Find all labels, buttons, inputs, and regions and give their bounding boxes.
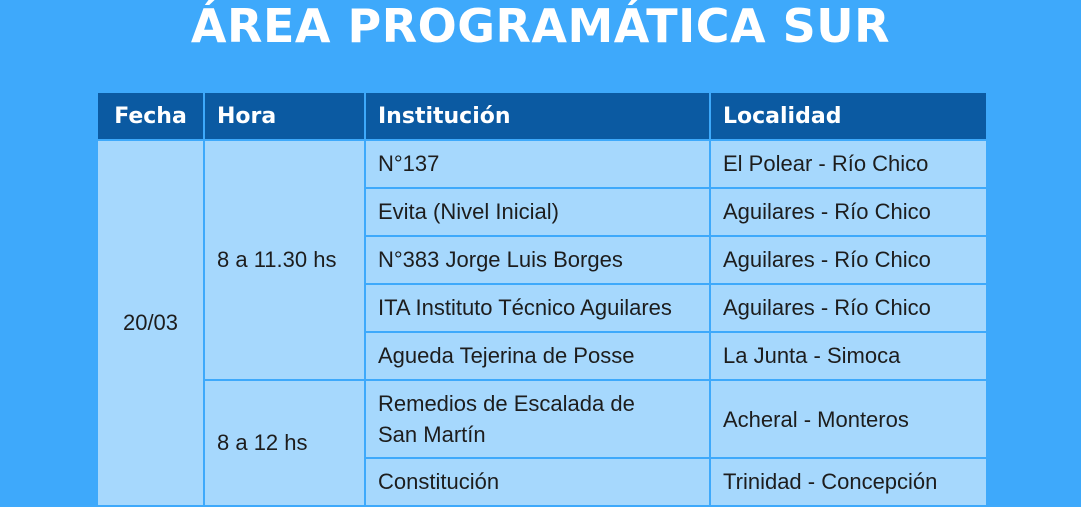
table-header <box>97 92 987 140</box>
institucion-text: Remedios de Escalada de San Martín <box>378 391 635 447</box>
localidad-cell: Aguilares - Río Chico <box>710 284 987 332</box>
page-title: ÁREA PROGRAMÁTICA SUR <box>190 0 891 53</box>
localidad-cell: Acheral - Monteros <box>710 380 987 458</box>
institucion-cell: ITA Instituto Técnico Aguilares <box>365 284 710 332</box>
table-row <box>97 140 987 188</box>
localidad-cell: Aguilares - Río Chico <box>710 188 987 236</box>
institucion-cell: N°383 Jorge Luis Borges <box>365 236 710 284</box>
fecha-cell: 20/03 <box>97 140 204 506</box>
institucion-cell: Constitución <box>365 458 710 506</box>
hora-cell: 8 a 11.30 hs <box>204 140 365 380</box>
localidad-cell: Aguilares - Río Chico <box>710 236 987 284</box>
institucion-cell: Agueda Tejerina de Posse <box>365 332 710 380</box>
institucion-cell: N°137 <box>365 140 710 188</box>
localidad-cell: La Junta - Simoca <box>710 332 987 380</box>
column-header-institucion: Institución <box>365 92 710 140</box>
institucion-cell: Evita (Nivel Inicial) <box>365 188 710 236</box>
column-header-fecha: Fecha <box>97 92 204 140</box>
column-header-hora: Hora <box>204 92 365 140</box>
localidad-cell: El Polear - Río Chico <box>710 140 987 188</box>
table-body <box>97 140 987 506</box>
table-row <box>97 380 987 458</box>
header-row <box>97 92 987 140</box>
hora-cell: 8 a 12 hs <box>204 380 365 506</box>
institucion-cell <box>365 380 710 458</box>
column-header-localidad: Localidad <box>710 92 987 140</box>
schedule-table <box>96 91 988 507</box>
localidad-cell: Trinidad - Concepción <box>710 458 987 506</box>
